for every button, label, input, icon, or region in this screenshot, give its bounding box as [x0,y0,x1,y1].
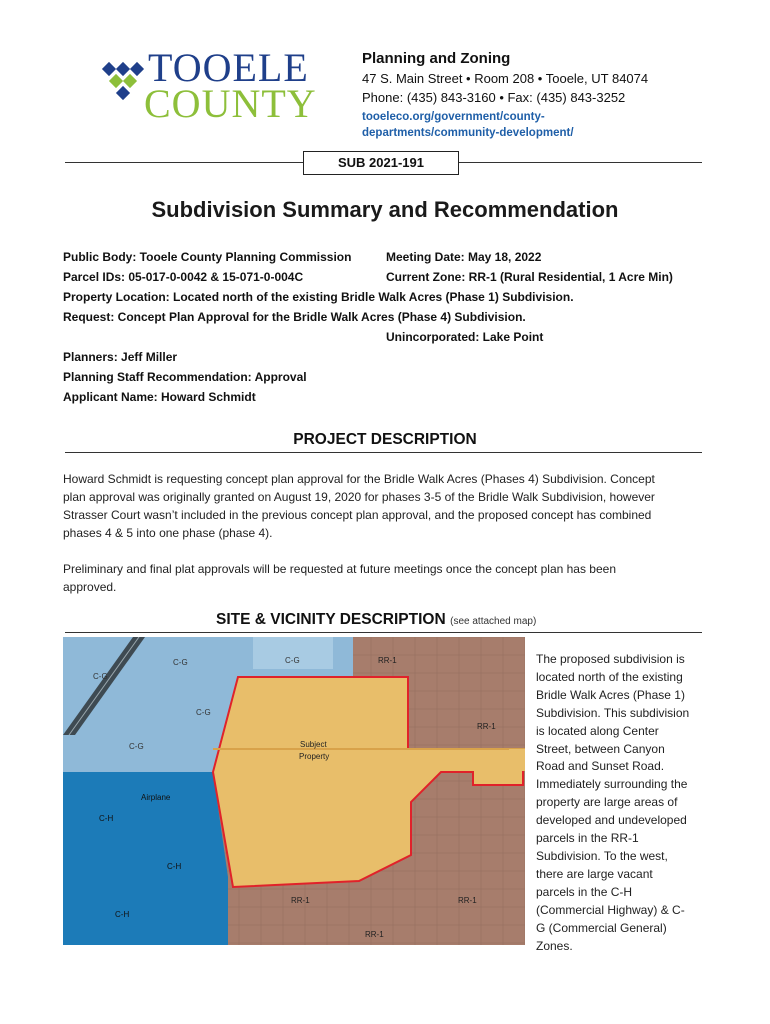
site-line: Immediately surrounding the [536,777,688,792]
staff-recommendation: Planning Staff Recommendation: Approval [63,370,307,384]
site-line: Street, between Canyon [536,741,665,756]
site-divider [65,632,702,633]
current-zone: Current Zone: RR-1 (Rural Residential, 1 Acre Min) [386,270,673,284]
map-label-subject: Subject [300,740,327,749]
phone-fax: Phone: (435) 843-3160 • Fax: (435) 843-3252 [362,90,626,105]
site-line: parcels in the RR-1 [536,831,639,846]
project-p1-line3: Strasser Court wasn’t included in the previous concept plan approval, and the proposed concept has combined [63,508,652,522]
site-line: Road and Sunset Road. [536,759,665,774]
site-line: Subdivision. To the west, [536,848,668,863]
website-link-line1[interactable]: tooeleco.org/government/county- [362,111,545,123]
parcel-ids: Parcel IDs: 05-017-0-0042 & 15-071-0-004C [63,270,304,284]
project-p1-line1: Howard Schmidt is requesting concept plan approval for the Bridle Walk Acres (Phases 4) Subdivision. Concept [63,472,655,486]
project-divider [65,452,702,453]
map-label-cg1: C-G [173,658,188,667]
site-line: (Commercial Highway) & C- [536,902,685,917]
website-link-line2[interactable]: departments/community-development/ [362,127,574,139]
site-line: Zones. [536,938,573,953]
project-description-heading: PROJECT DESCRIPTION [293,431,477,448]
map-label-property: Property [299,752,330,761]
logo-text-bottom: COUNTY [144,81,317,126]
site-line: property are large areas of [536,795,678,810]
site-line: parcels in the C-H [536,884,633,899]
map-label-cg5: C-G [129,742,144,751]
map-label-ch3: C-H [115,910,130,919]
tooele-county-logo [96,45,336,126]
department-name: Planning and Zoning [362,50,511,67]
site-description-text [536,651,706,955]
site-line: developed and undeveloped [536,813,687,828]
request: Request: Concept Plan Approval for the Bridle Walk Acres (Phase 4) Subdivision. [63,310,526,324]
project-p1-line2: plan approval was originally granted on August 19, 2020 for phases 3-5 of the Bridle Walk Subdivision, however [63,490,655,504]
site-line: The proposed subdivision is [536,652,685,666]
site-line: Subdivision. This subdivision [536,705,690,720]
map-label-cg4: C-G [196,708,211,717]
map-label-rr1b: RR-1 [477,722,496,731]
map-label-rr1e: RR-1 [365,930,384,939]
map-label-rr1c: RR-1 [291,896,310,905]
planners: Planners: Jeff Miller [63,350,178,364]
page-title: Subdivision Summary and Recommendation [151,197,619,222]
see-map-note: (see attached map) [450,616,537,627]
applicant-name: Applicant Name: Howard Schmidt [63,390,256,404]
vicinity-map [63,637,525,945]
project-paragraph-2 [63,560,703,596]
unincorporated: Unincorporated: Lake Point [386,330,544,344]
site-heading-row [216,611,536,629]
map-label-rr1d: RR-1 [458,896,477,905]
site-line: G (Commercial General) [536,920,667,935]
contact-header [362,50,752,141]
map-label-ch1: C-H [99,814,114,823]
map-label-cg2: C-G [285,656,300,665]
diamond-logo-icon [96,56,148,116]
public-body: Public Body: Tooele County Planning Commission [63,250,352,264]
project-p1-line4: phases 4 & 5 into one phase (phase 4). [63,526,273,540]
meeting-date: Meeting Date: May 18, 2022 [386,250,542,264]
map-label-airplane: Airplane [141,793,171,802]
project-p2-line2: approved. [63,580,117,594]
address: 47 S. Main Street • Room 208 • Tooele, UT 84074 [362,71,649,86]
map-label-cg3: C-G [93,672,108,681]
site-line: located north of the existing [536,669,683,684]
site-line: there are large vacant [536,866,653,881]
map-label-rr1a: RR-1 [378,656,397,665]
map-label-ch2: C-H [167,862,182,871]
site-line: Bridle Walk Acres (Phase 1) [536,687,685,702]
zoning-map [63,637,525,945]
property-location: Property Location: Located north of the existing Bridle Walk Acres (Phase 1) Subdivision. [63,290,574,304]
sub-number-box: SUB 2021-191 [303,151,459,175]
site-vicinity-heading: SITE & VICINITY DESCRIPTION [216,611,446,628]
project-paragraph-1 [63,470,703,542]
street-extension [509,749,525,771]
project-p2-line1: Preliminary and final plat approvals will be requested at future meetings once the concept plan has been [63,562,617,576]
logo-text-top: TOOELE [148,45,309,90]
site-line: is located along Center [536,723,659,738]
